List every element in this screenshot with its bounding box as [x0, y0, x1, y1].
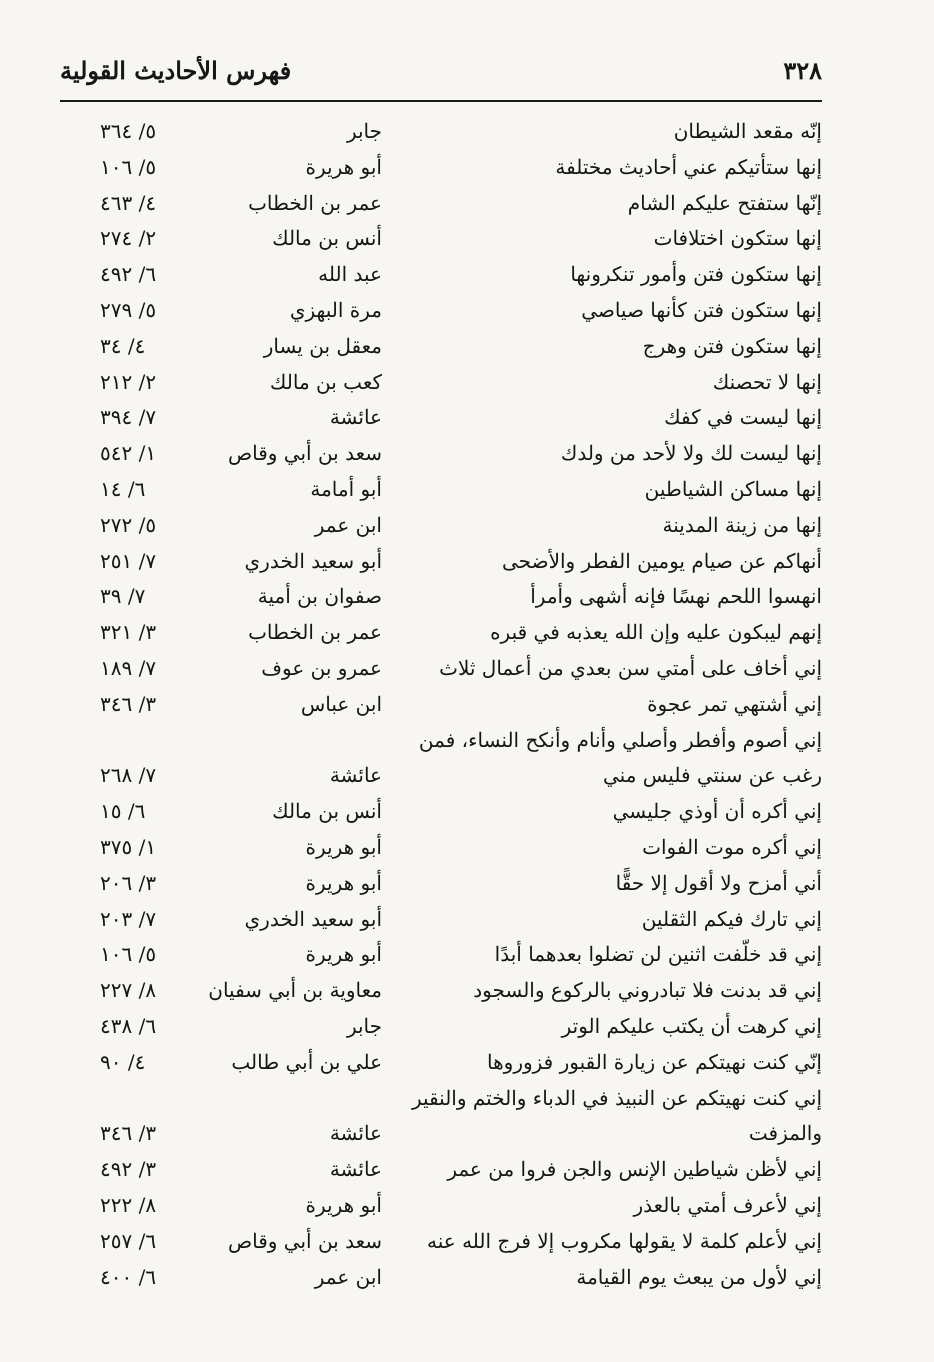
hadith-text: إني كنت نهيتكم عن النبيذ في الدباء والختم والنقير والمزفت — [411, 1085, 822, 1146]
volume-page-ref: ٥/ ١٠٦ — [100, 154, 157, 179]
hadith-text: إنّي كنت نهيتكم عن زيارة القبور فزوروها — [487, 1049, 822, 1074]
index-entry — [60, 937, 822, 973]
index-entry — [60, 615, 822, 651]
volume-page-ref: ٧/ ٣٩ — [100, 584, 146, 609]
hadith-text: أني أمزح ولا أقول إلا حقًّا — [615, 870, 822, 895]
narrator-name: أنس بن مالك — [272, 799, 382, 824]
hadith-text: إنها ليست في كفك — [664, 405, 822, 430]
volume-page-ref: ٧/ ٣٩٤ — [100, 405, 157, 430]
volume-page-ref: ٧/ ٢٥١ — [100, 548, 157, 573]
index-entry — [60, 830, 822, 866]
hadith-text: إنها ليست لك ولا لأحد من ولدك — [560, 441, 822, 466]
hadith-text: إنّها ستفتح عليكم الشام — [627, 190, 822, 215]
hadith-text: إني لأعلم كلمة لا يقولها مكروب إلا فرج الله عنه — [427, 1228, 822, 1253]
page-header — [60, 48, 822, 98]
index-entry — [60, 1152, 822, 1188]
hadith-text: إنها ستكون فتن وهرج — [642, 333, 822, 358]
volume-page-ref: ١/ ٥٤٢ — [100, 441, 157, 466]
narrator-name: عائشة — [329, 1157, 382, 1182]
hadith-text: إني لأول من يبعث يوم القيامة — [576, 1264, 822, 1289]
volume-page-ref: ٣/ ٣٢١ — [100, 620, 157, 645]
narrator-name: معقل بن يسار — [263, 333, 382, 358]
narrator-name: أبو سعيد الخدري — [244, 548, 382, 573]
hadith-text: إني أكره موت الفوات — [642, 834, 822, 859]
narrator-name: أبو سعيد الخدري — [244, 906, 382, 931]
hadith-text: إني أخاف على أمتي سن بعدي من أعمال ثلاث — [439, 655, 822, 680]
index-entry — [60, 1188, 822, 1224]
hadith-text: إني لأعرف أمتي بالعذر — [633, 1192, 822, 1217]
hadith-text: إني قد بدنت فلا تبادروني بالركوع والسجود — [473, 978, 822, 1003]
narrator-name: أبو هريرة — [305, 870, 382, 895]
volume-page-ref: ٥/ ٣٦٤ — [100, 119, 157, 143]
volume-page-ref: ٥/ ٢٧٢ — [100, 512, 157, 537]
hadith-text: إني أشتهي تمر عجوة — [647, 691, 822, 716]
index-entry — [60, 186, 822, 222]
volume-page-ref: ٦/ ٤٠٠ — [100, 1264, 157, 1289]
hadith-text: إني أكره أن أوذي جليسي — [612, 799, 822, 824]
volume-page-ref: ٦/ ٤٣٨ — [100, 1013, 157, 1038]
index-entry — [60, 365, 822, 401]
narrator-name: عبد الله — [318, 262, 382, 287]
index-entry — [60, 1260, 822, 1296]
volume-page-ref: ٦/ ٤٩٢ — [100, 262, 157, 287]
narrator-name: علي بن أبي طالب — [231, 1049, 382, 1074]
narrator-name: أبو هريرة — [305, 1192, 382, 1217]
volume-page-ref: ٦/ ٢٥٧ — [100, 1228, 157, 1253]
narrator-name: عائشة — [329, 405, 382, 430]
hadith-text: إني لأظن شياطين الإنس والجن فروا من عمر — [447, 1157, 822, 1182]
volume-page-ref: ٣/ ٣٤٦ — [100, 691, 157, 716]
index-entry — [60, 293, 822, 329]
narrator-name: مرة البهزي — [289, 297, 382, 322]
narrator-name: سعد بن أبي وقاص — [227, 1228, 382, 1253]
narrator-name: أبو هريرة — [305, 834, 382, 859]
volume-page-ref: ٥/ ٢٧٩ — [100, 297, 157, 322]
header-rule — [60, 100, 822, 102]
narrator-name: أبو أمامة — [310, 476, 382, 501]
running-title: فهرس الأحاديث القولية — [60, 56, 292, 85]
narrator-name: أبو هريرة — [305, 154, 382, 179]
index-entry — [60, 257, 822, 293]
hadith-text: إني تارك فيكم الثقلين — [641, 906, 822, 931]
index-entry — [60, 651, 822, 687]
index-entry — [60, 508, 822, 544]
narrator-name: ابن عمر — [314, 512, 382, 537]
index-entry — [60, 329, 822, 365]
narrator-name: سعد بن أبي وقاص — [227, 441, 382, 466]
hadith-text: إنها ستكون فتن وأمور تنكرونها — [570, 262, 822, 287]
hadith-text: إنها ستكون اختلافات — [653, 226, 822, 251]
index-entry — [60, 544, 822, 580]
volume-page-ref: ٦/ ١٤ — [100, 476, 146, 501]
volume-page-ref: ٦/ ١٥ — [100, 799, 146, 824]
narrator-name: جابر — [346, 119, 382, 143]
index-entry — [60, 1009, 822, 1045]
volume-page-ref: ٧/ ١٨٩ — [100, 655, 157, 680]
hadith-text: إنها من زينة المدينة — [662, 512, 822, 537]
volume-page-ref: ٧/ ٢٠٣ — [100, 906, 157, 931]
narrator-name: كعب بن مالك — [269, 369, 382, 394]
index-entry — [60, 436, 822, 472]
narrator-name: عمر بن الخطاب — [248, 620, 382, 645]
hadith-text: إني كرهت أن يكتب عليكم الوتر — [561, 1013, 822, 1038]
hadith-text: إنها مساكن الشياطين — [644, 476, 822, 501]
index-entry — [60, 687, 822, 723]
volume-page-ref: ٤/ ٩٠ — [100, 1049, 146, 1074]
index-entry — [60, 1081, 822, 1153]
narrator-name: صفوان بن أمية — [257, 584, 382, 609]
volume-page-ref: ١/ ٣٧٥ — [100, 834, 157, 859]
narrator-name: معاوية بن أبي سفيان — [208, 978, 382, 1003]
hadith-text: أنهاكم عن صيام يومين الفطر والأضحى — [502, 548, 822, 573]
volume-page-ref: ٨/ ٢٢٢ — [100, 1192, 157, 1217]
index-entry — [60, 866, 822, 902]
narrator-name: جابر — [346, 1013, 382, 1038]
hadith-text: إنها ستأتيكم عني أحاديث مختلفة — [555, 154, 822, 179]
hadith-text: إنها ستكون فتن كأنها صياصي — [581, 297, 822, 322]
index-entry — [60, 472, 822, 508]
index-entry — [60, 723, 822, 795]
narrator-name: ابن عباس — [300, 691, 382, 716]
hadith-text: إنها لا تحصنك — [712, 369, 822, 394]
volume-page-ref: ٧/ ٢٦٨ — [100, 763, 157, 788]
index-entry — [60, 114, 822, 150]
volume-page-ref: ٥/ ١٠٦ — [100, 942, 157, 967]
hadith-text: إني أصوم وأفطر وأصلي وأنام وأنكح النساء، فمن رغب عن سنتي فليس مني — [418, 727, 822, 788]
index-entry — [60, 973, 822, 1009]
volume-page-ref: ٣/ ٤٩٢ — [100, 1157, 157, 1182]
narrator-name: أنس بن مالك — [272, 226, 382, 251]
index-entry — [60, 221, 822, 257]
narrator-name: عمرو بن عوف — [261, 655, 382, 680]
volume-page-ref: ٤/ ٣٤ — [100, 333, 146, 358]
index-entry — [60, 400, 822, 436]
volume-page-ref: ٨/ ٢٢٧ — [100, 978, 157, 1003]
index-entry — [60, 1224, 822, 1260]
volume-page-ref: ٤/ ٤٦٣ — [100, 190, 157, 215]
page-number: ٣٢٨ — [783, 56, 822, 85]
narrator-name: ابن عمر — [314, 1264, 382, 1289]
volume-page-ref: ٢/ ٢٧٤ — [100, 226, 157, 251]
narrator-name: عمر بن الخطاب — [248, 190, 382, 215]
index-entry — [60, 794, 822, 830]
index-entry — [60, 1045, 822, 1081]
volume-page-ref: ٢/ ٢١٢ — [100, 369, 157, 394]
volume-page-ref: ٣/ ٣٤٦ — [100, 1121, 157, 1146]
volume-page-ref: ٣/ ٢٠٦ — [100, 870, 157, 895]
narrator-name: أبو هريرة — [305, 942, 382, 967]
index-list — [60, 114, 822, 1295]
narrator-name: عائشة — [329, 1121, 382, 1146]
index-entry — [60, 902, 822, 938]
hadith-text: إنهم ليبكون عليه وإن الله يعذبه في قبره — [490, 620, 822, 645]
hadith-text: انهسوا اللحم نهسًا فإنه أشهى وأمرأ — [530, 584, 822, 609]
index-entry — [60, 150, 822, 186]
narrator-name: عائشة — [329, 763, 382, 788]
hadith-text: إني قد خلّفت اثنين لن تضلوا بعدهما أبدًا — [494, 942, 822, 967]
index-entry — [60, 579, 822, 615]
hadith-text: إنّه مقعد الشيطان — [673, 119, 822, 143]
